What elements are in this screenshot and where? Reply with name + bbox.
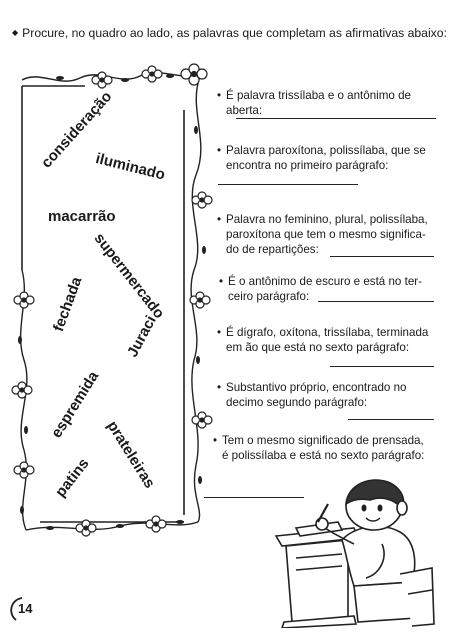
flower-icon [192, 412, 212, 428]
question-5: • É dígrafo, oxítona, trissílaba, terminada em ão que está no sexto parágrafo: [217, 326, 429, 354]
word-patins: patins [52, 455, 93, 501]
bullet-icon: • [217, 213, 222, 226]
word-juraci: Juraci [124, 312, 160, 360]
flower-icon [92, 72, 112, 88]
bullet-icon: • [213, 434, 218, 447]
answer-blank-5[interactable] [330, 366, 434, 367]
bullet-icon: • [217, 144, 222, 157]
flower-icon [14, 292, 34, 308]
answer-blank-2[interactable] [218, 184, 358, 185]
flower-icon [146, 516, 166, 532]
answer-blank-6[interactable] [348, 419, 434, 420]
question-2: • Palavra paroxítona, polissílaba, que se encontra no primeiro parágrafo: [217, 144, 426, 172]
word-iluminado: iluminado [93, 150, 167, 184]
instruction-text: ◆ Procure, no quadro ao lado, as palavras que completam as afirmativas abaixo: [12, 26, 447, 40]
flower-icon [190, 292, 210, 308]
question-1: • É palavra trissílaba e o antônimo de aberta: [217, 89, 411, 117]
bullet-icon: • [217, 381, 222, 394]
question-6: • Substantivo próprio, encontrado no decimo segundo parágrafo: [217, 381, 407, 409]
question-7: • Tem o mesmo significado de prensada, é polissílaba e está no sexto parágrafo: [213, 434, 425, 462]
answer-blank-3[interactable] [330, 256, 434, 257]
word-espremida: espremida [48, 368, 103, 442]
question-3: • Palavra no feminino, plural, polissílaba, paroxítona que tem o mesmo significa- do de repartições: [217, 213, 428, 256]
flower-icon [192, 192, 212, 208]
word-supermercado: supermercado [90, 230, 168, 322]
word-prateleiras: prateleiras [103, 418, 159, 492]
bullet-icon: • [219, 275, 224, 288]
flower-icon [181, 64, 207, 85]
word-consideracao: consideração [38, 88, 116, 172]
flower-icon [142, 66, 162, 82]
answer-blank-4[interactable] [318, 301, 434, 302]
boy-writing-illustration [262, 478, 438, 628]
bullet-icon: • [217, 89, 222, 102]
flower-icon [14, 462, 34, 478]
word-macarrao: macarrão [48, 208, 116, 225]
bullet-icon: • [217, 326, 222, 339]
bullet-icon: ◆ [12, 28, 19, 37]
word-fechada: fechada [50, 274, 86, 334]
flower-icon [76, 520, 96, 536]
page-number: 14 [8, 596, 44, 622]
flower-icon [12, 382, 32, 398]
answer-blank-1[interactable] [236, 118, 436, 119]
question-4: • É o antônimo de escuro e está no ter- ceiro parágrafo: [219, 275, 422, 303]
